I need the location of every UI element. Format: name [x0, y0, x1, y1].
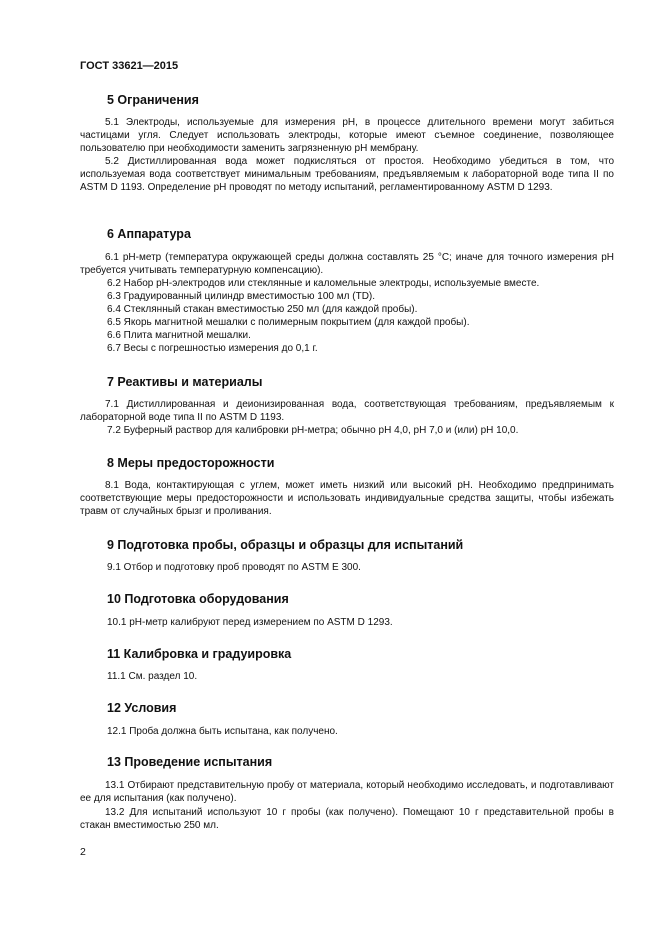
section-13-title: 13 Проведение испытания — [107, 755, 273, 769]
section-8-title: 8 Меры предосторожности — [107, 456, 275, 470]
item-12-1: 12.1 Проба должна быть испытана, как получено. — [107, 726, 338, 737]
document-code: ГОСТ 33621—2015 — [80, 60, 179, 72]
item-6-2: 6.2 Набор pH-электродов или стеклянные и каломельные электроды, используемые вместе. — [107, 278, 540, 289]
item-6-5: 6.5 Якорь магнитной мешалки с полимерным покрытием (для каждой пробы). — [107, 317, 470, 328]
item-11-1: 11.1 См. раздел 10. — [107, 671, 198, 682]
item-10-1: 10.1 pH-метр калибруют перед измерением по ASTM D 1293. — [107, 617, 393, 628]
page-number: 2 — [80, 846, 86, 858]
paragraph-5-1: 5.1 Электроды, используемые для измерения pH, в процессе длительного времени могут забиться частицами угля. Следует использовать электроды, которые имеют съемное соединение, позволяющее пользователю при необходимости заменить загрязненную pH мембрану. — [80, 117, 614, 154]
section-9-title: 9 Подготовка пробы, образцы и образцы для испытаний — [107, 538, 464, 552]
section-7-title: 7 Реактивы и материалы — [107, 375, 263, 389]
section-11-title: 11 Калибровка и градуировка — [107, 647, 292, 661]
item-7-2: 7.2 Буферный раствор для калибровки pH-метра; обычно pH 4,0, pH 7,0 и (или) pH 10,0. — [107, 425, 519, 436]
item-6-3: 6.3 Градуированный цилиндр вместимостью 100 мл (TD). — [107, 291, 376, 302]
section-12-title: 12 Условия — [107, 701, 177, 715]
item-6-4: 6.4 Стеклянный стакан вместимостью 250 мл (для каждой пробы). — [107, 304, 418, 315]
section-5-title: 5 Ограничения — [107, 93, 199, 107]
item-6-6: 6.6 Плита магнитной мешалки. — [107, 330, 251, 341]
paragraph-13-1: 13.1 Отбирают представительную пробу от материала, который необходимо исследовать, и подготавливают ее для испытания (как получено). — [80, 780, 614, 804]
paragraph-8-1: 8.1 Вода, контактирующая с углем, может иметь низкий или высокий pH. Необходимо предпринимать соответствующие меры предосторожности и использовать индивидуальные средства защиты, чтобы избежать травм от случайных брызг и проливания. — [80, 480, 614, 517]
item-6-7: 6.7 Весы с погрешностью измерения до 0,1 г. — [107, 343, 318, 354]
item-9-1: 9.1 Отбор и подготовку проб проводят по ASTM E 300. — [107, 562, 361, 573]
paragraph-5-2: 5.2 Дистиллированная вода может подкисляться от простоя. Необходимо убедиться в том, что используемая вода соответствует минимальным требованиям, предъявляемым к лабораторной воде типа II по ASTM D 1193. Определение pH проводят по методу испытаний, регламентированному ASTM D 1293. — [80, 156, 614, 193]
paragraph-7-1: 7.1 Дистиллированная и деионизированная вода, соответствующая требованиям, предъявляемым к лабораторной воде типа II по ASTM D 1193. — [80, 399, 614, 423]
paragraph-13-2: 13.2 Для испытаний используют 10 г пробы (как получено). Помещают 10 г представительной пробы в стакан вместимостью 250 мл. — [80, 807, 614, 831]
paragraph-6-1: 6.1 pH-метр (температура окружающей среды должна составлять 25 °C; иначе для точного измерения pH требуется учитывать температурную компенсацию). — [80, 252, 614, 276]
section-10-title: 10 Подготовка оборудования — [107, 592, 289, 606]
section-6-title: 6 Аппаратура — [107, 227, 191, 241]
